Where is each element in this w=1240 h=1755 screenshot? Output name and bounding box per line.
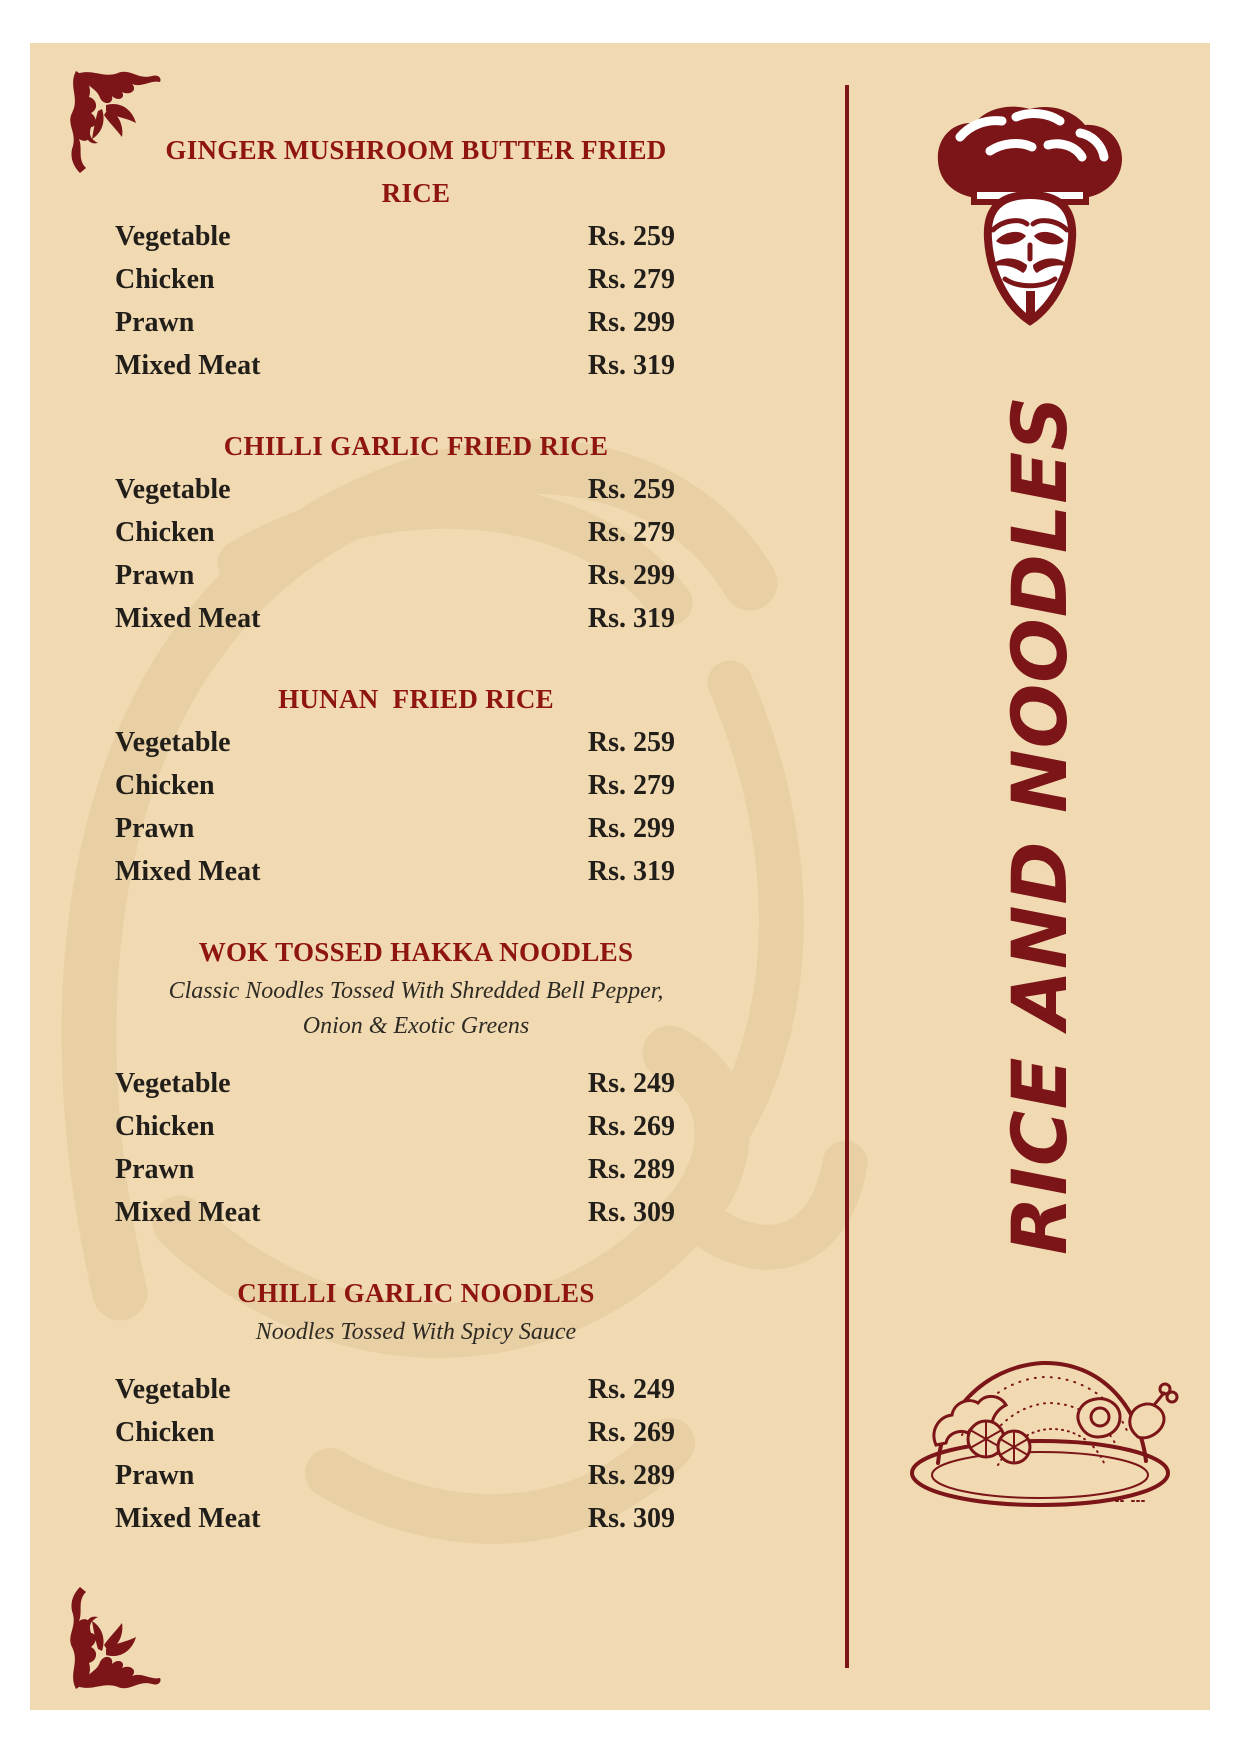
corner-flourish-icon	[62, 1585, 164, 1695]
item-price: Rs. 279	[587, 517, 675, 548]
section-subtitle: Onion & Exotic Greens	[302, 1013, 530, 1039]
menu-sections	[115, 129, 675, 1540]
page-title-vertical: RICE AND NOODLES	[995, 395, 1084, 1255]
menu-item-row	[115, 344, 675, 387]
menu-item-row	[115, 721, 675, 764]
item-name: Vegetable	[115, 221, 231, 252]
section-title: CHILLI GARLIC FRIED RICE	[223, 431, 609, 461]
menu-item-row	[115, 1062, 675, 1105]
menu-section	[115, 425, 675, 640]
menu-item-row	[115, 554, 675, 597]
menu-item-row	[115, 258, 675, 301]
menu-item-row	[115, 807, 675, 850]
item-price: Rs. 299	[587, 813, 675, 844]
section-rows	[115, 1062, 675, 1234]
menu-item-row	[115, 1368, 675, 1411]
menu-item-row	[115, 468, 675, 511]
item-name: Vegetable	[115, 474, 231, 505]
item-name: Chicken	[115, 264, 215, 295]
menu-item-row	[115, 1105, 675, 1148]
section-rows	[115, 215, 675, 387]
item-name: Prawn	[115, 1154, 195, 1185]
item-price: Rs. 249	[587, 1374, 675, 1405]
menu-item-row	[115, 597, 675, 640]
item-name: Mixed Meat	[115, 350, 261, 381]
menu-item-row	[115, 1191, 675, 1234]
menu-item-row	[115, 301, 675, 344]
item-price: Rs. 279	[587, 264, 675, 295]
section-subtitle: Noodles Tossed With Spicy Sauce	[255, 1319, 577, 1345]
menu-item-row	[115, 1148, 675, 1191]
item-name: Mixed Meat	[115, 856, 261, 887]
section-rows	[115, 721, 675, 893]
section-title: CHILLI GARLIC NOODLES	[237, 1278, 595, 1308]
menu-item-row	[115, 1454, 675, 1497]
item-price: Rs. 309	[587, 1503, 675, 1534]
item-price: Rs. 279	[587, 770, 675, 801]
menu-section	[115, 931, 675, 1234]
item-price: Rs. 259	[587, 727, 675, 758]
item-price: Rs. 319	[587, 350, 675, 381]
section-rows	[115, 1368, 675, 1540]
item-name: Prawn	[115, 813, 195, 844]
menu-item-row	[115, 850, 675, 893]
section-rows	[115, 468, 675, 640]
menu-item-row	[115, 1497, 675, 1540]
rice-plate-sketch-icon	[902, 1305, 1182, 1520]
item-price: Rs. 269	[587, 1111, 675, 1142]
menu-section	[115, 129, 675, 387]
item-name: Vegetable	[115, 1374, 231, 1405]
item-name: Chicken	[115, 517, 215, 548]
item-name: Chicken	[115, 770, 215, 801]
item-name: Chicken	[115, 1111, 215, 1142]
item-price: Rs. 249	[587, 1068, 675, 1099]
section-title: HUNAN FRIED RICE	[278, 684, 554, 714]
vertical-divider	[845, 85, 849, 1668]
menu-item-row	[115, 215, 675, 258]
item-price: Rs. 289	[587, 1154, 675, 1185]
menu-item-row	[115, 764, 675, 807]
item-price: Rs. 299	[587, 560, 675, 591]
item-price: Rs. 319	[587, 856, 675, 887]
menu-section	[115, 678, 675, 893]
item-name: Mixed Meat	[115, 1197, 261, 1228]
menu-item-row	[115, 1411, 675, 1454]
item-name: Chicken	[115, 1417, 215, 1448]
item-name: Prawn	[115, 1460, 195, 1491]
item-price: Rs. 259	[587, 221, 675, 252]
item-name: Vegetable	[115, 1068, 231, 1099]
item-price: Rs. 309	[587, 1197, 675, 1228]
item-price: Rs. 269	[587, 1417, 675, 1448]
item-name: Prawn	[115, 307, 195, 338]
menu-section	[115, 1272, 675, 1540]
menu-item-row	[115, 511, 675, 554]
item-price: Rs. 319	[587, 603, 675, 634]
section-title: GINGER MUSHROOM BUTTER FRIED RICE	[165, 135, 674, 208]
item-name: Mixed Meat	[115, 603, 261, 634]
item-name: Vegetable	[115, 727, 231, 758]
item-price: Rs. 289	[587, 1460, 675, 1491]
item-price: Rs. 259	[587, 474, 675, 505]
item-name: Mixed Meat	[115, 1503, 261, 1534]
item-price: Rs. 299	[587, 307, 675, 338]
section-subtitle: Classic Noodles Tossed With Shredded Bell Pepper,	[168, 978, 664, 1004]
chef-hat-anonymous-mask-logo-icon	[925, 103, 1135, 333]
section-title: WOK TOSSED HAKKA NOODLES	[198, 937, 634, 967]
menu-card	[30, 43, 1210, 1710]
item-name: Prawn	[115, 560, 195, 591]
